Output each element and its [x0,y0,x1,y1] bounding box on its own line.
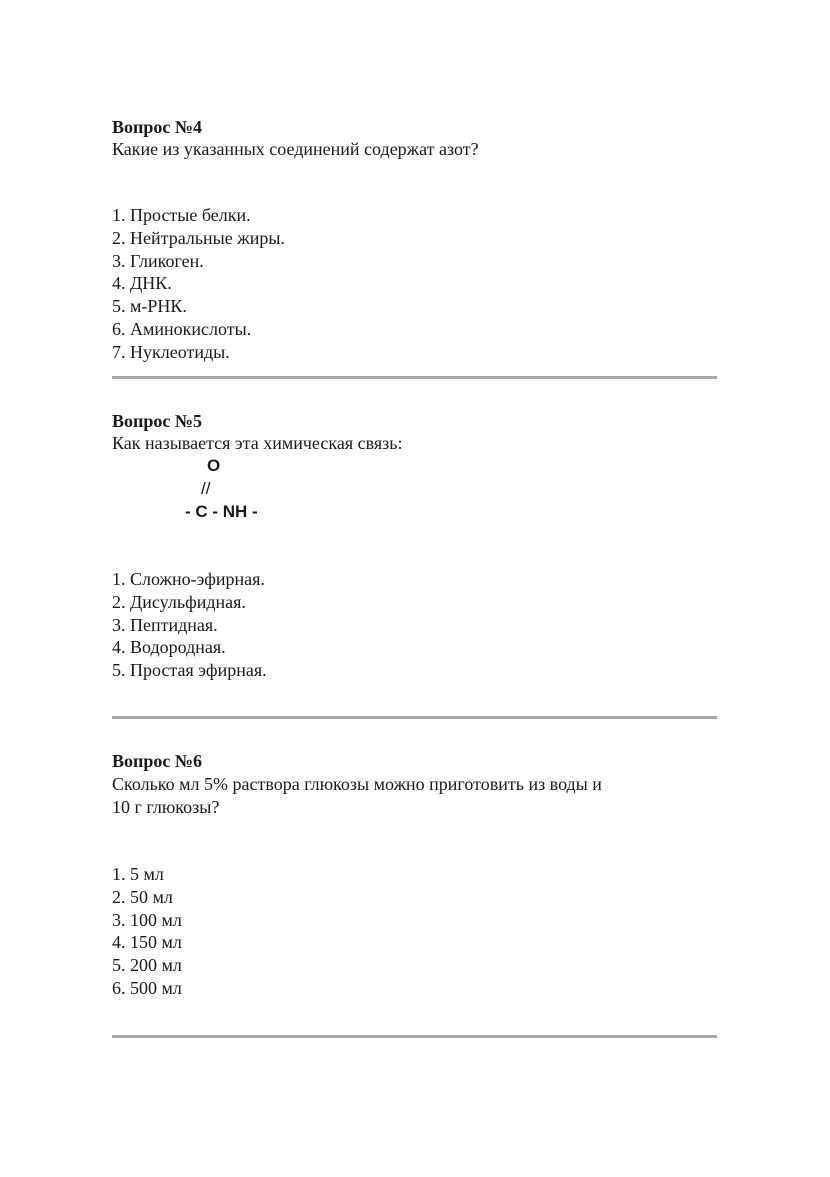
formula-oxygen: O [207,456,221,475]
separator [112,1035,717,1038]
option: 4. ДНК. [112,273,172,294]
option: 4. Водородная. [112,637,226,658]
option: 5. 200 мл [112,955,182,976]
option: 6. Аминокислоты. [112,318,252,339]
option: 6. 500 мл [112,977,182,998]
option: 1. Сложно-эфирная. [112,569,265,589]
question-6-text-line2: 10 г глюкозы? [112,797,220,817]
question-5-options [112,568,267,682]
option: 1. Простые белки. [112,205,251,225]
question-5-text: Как называется эта химическая связь: [112,433,403,453]
option: 3. Гликоген. [112,250,204,271]
question-4-options [112,204,285,364]
option: 5. м-РНК. [112,296,187,317]
question-4-title: Вопрос №4 [112,117,202,137]
question-4-text: Какие из указанных соединений содержат азот? [112,139,479,159]
option: 3. 100 мл [112,909,182,930]
formula-bond: - C - NH - [185,502,258,521]
formula-double-bond: // [201,479,211,498]
option: 4. 150 мл [112,932,182,953]
option: 2. 50 мл [112,886,173,907]
separator [112,376,717,379]
option: 1. 5 мл [112,864,164,884]
separator [112,716,717,719]
option: 2. Дисульфидная. [112,591,246,612]
question-6-options [112,863,182,1000]
option: 5. Простая эфирная. [112,660,267,681]
question-6-title: Вопрос №6 [112,751,202,771]
question-5-title: Вопрос №5 [112,411,202,431]
option: 2. Нейтральные жиры. [112,227,285,248]
question-6-text-line1: Сколько мл 5% раствора глюкозы можно приготовить из воды и [112,774,602,794]
option: 3. Пептидная. [112,614,218,635]
option: 7. Нуклеотиды. [112,341,230,362]
